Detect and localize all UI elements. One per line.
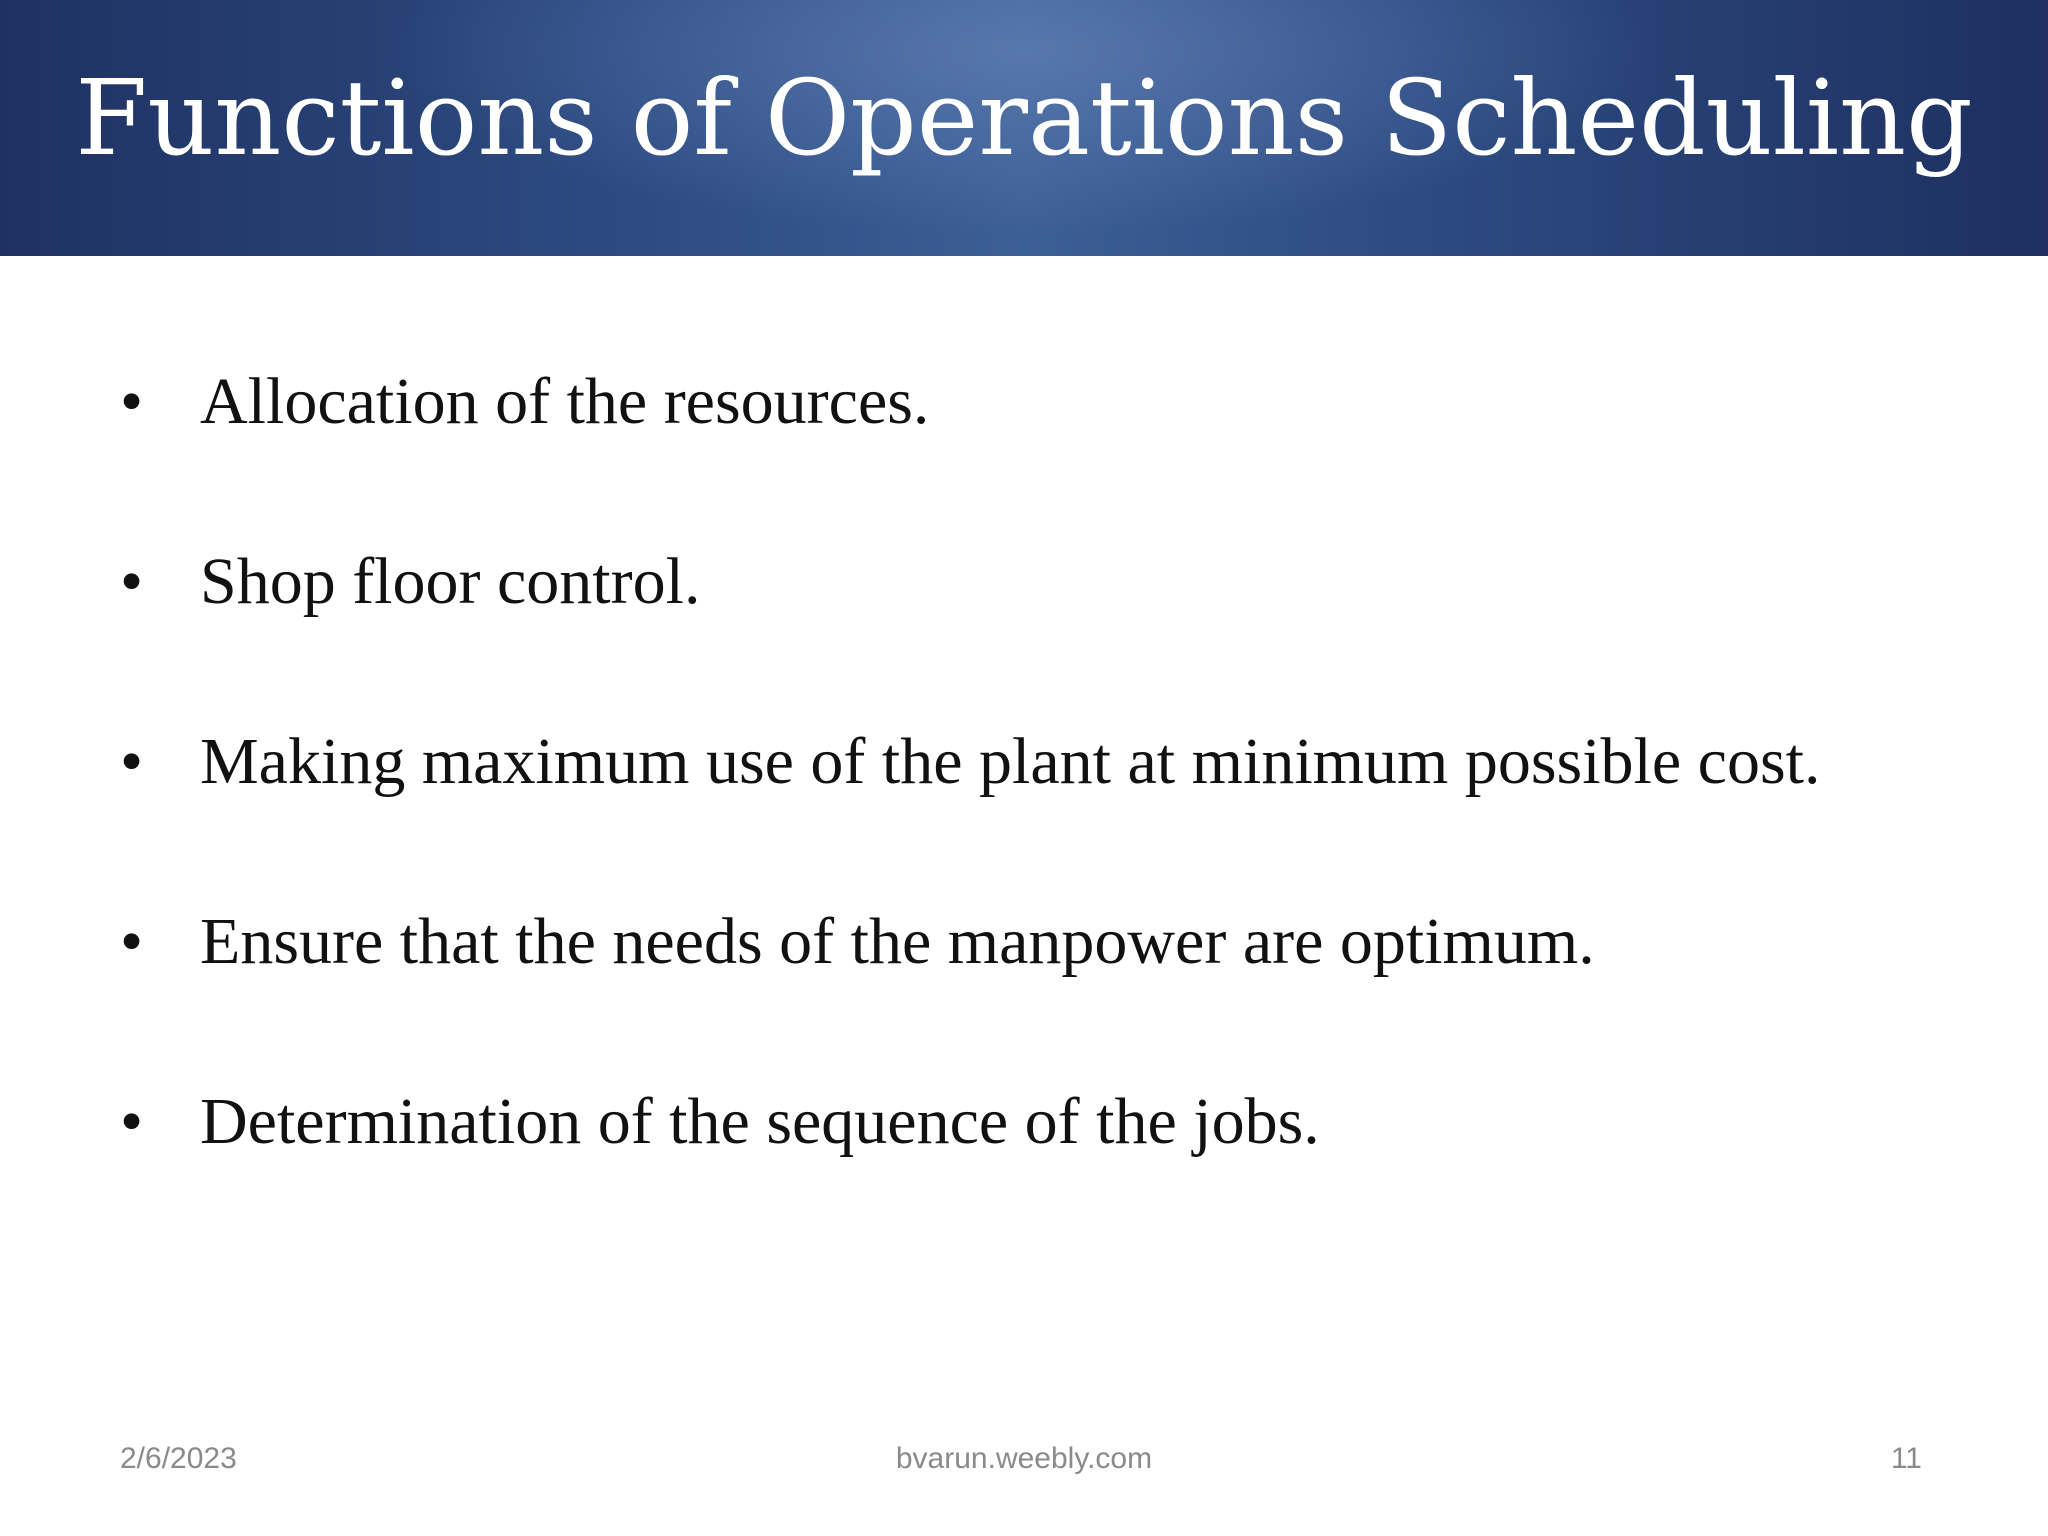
bullet-list [120,360,1900,1260]
title-banner [0,0,2048,256]
bullet-item: • Determination of the sequence of the jobs. [120,1080,1900,1164]
slide-title: Functions of Operations Scheduling [75,57,1973,179]
footer-site: bvarun.weebly.com [895,1442,1153,1475]
bullet-item: • Making maximum use of the plant at minimum possible cost. [120,720,1900,804]
bullet-item: • Ensure that the needs of the manpower are optimum. [120,900,1900,984]
footer-date: 2/6/2023 [120,1442,237,1475]
bullet-item: • Allocation of the resources. [120,360,1900,444]
bullet-item: • Shop floor control. [120,540,1900,624]
footer-page-number: 11 [1890,1442,1922,1475]
